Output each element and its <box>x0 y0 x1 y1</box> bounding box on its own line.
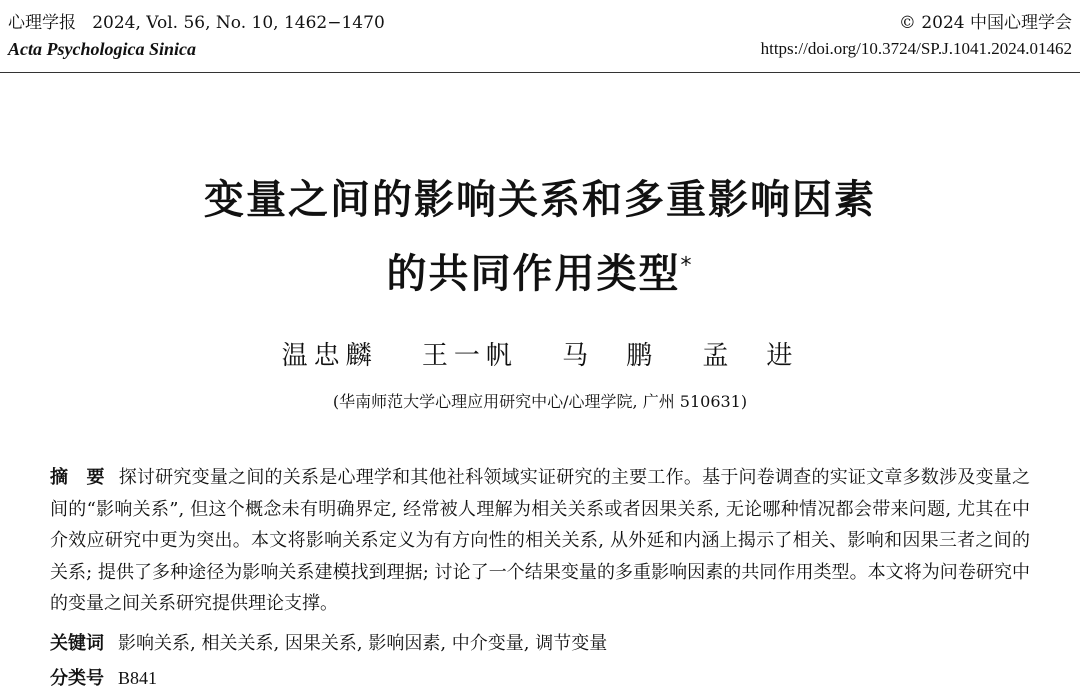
abstract-text: 探讨研究变量之间的关系是心理学和其他社科领域实证研究的主要工作。基于问卷调查的实证文章多数涉及变量之间的“影响关系”, 但这个概念未有明确界定, 经常被人理解为相关关系或者因果关系, 无论哪种情况都会带来问题, 尤其在中介效应研究中更为突出。本文将影响关系定义为有方向性的相关关系, 从外延和内涵上揭示了相关、影响和因果三者之间的关系; 提供了多种途径为影响关系建模找到理据; 讨论了一个结果变量的多重影响因素的共同作用类型。本文将为问卷研究中的变量之间关系研究提供理论支撑。 <box>50 467 1031 614</box>
copyright: © 2024 中国心理学会 <box>898 13 1072 33</box>
classification <box>50 664 157 693</box>
classification-value: B841 <box>118 668 158 688</box>
author-3: 马 鹏 <box>562 341 659 371</box>
doi-link[interactable]: https://doi.org/10.3724/SP.J.1041.2024.01462 <box>760 39 1072 58</box>
keywords-label: 关键词 <box>50 633 104 654</box>
citation: 2024, Vol. 56, No. 10, 1462−1470 <box>92 13 385 33</box>
abstract-label: 摘 要 <box>50 467 105 488</box>
journal-name-en: Acta Psychologica Sinica <box>8 39 196 59</box>
journal-citation <box>8 10 385 36</box>
author-list <box>0 338 1080 374</box>
author-4: 孟 进 <box>702 341 799 371</box>
paper-title-line-2-text: 的共同作用类型 <box>386 251 681 297</box>
title-footnote-mark[interactable]: * <box>680 253 694 279</box>
keywords-text: 影响关系, 相关关系, 因果关系, 影响因素, 中介变量, 调节变量 <box>118 633 608 654</box>
affiliation: (华南师范大学心理应用研究中心/心理学院, 广州 510631) <box>332 392 748 411</box>
author-1: 温忠麟 <box>281 341 378 371</box>
classification-label: 分类号 <box>50 668 104 689</box>
keywords <box>50 630 607 658</box>
header-right <box>761 10 1072 62</box>
paper-title-line-2 <box>0 248 1080 300</box>
header-rule <box>0 72 1080 73</box>
header-left <box>8 10 385 62</box>
journal-name-cn: 心理学报 <box>8 13 76 33</box>
page-header <box>0 0 1080 74</box>
author-2: 王一帆 <box>421 341 518 371</box>
abstract <box>50 462 1030 620</box>
paper-title-line-1: 变量之间的影响关系和多重影响因素 <box>204 177 876 223</box>
